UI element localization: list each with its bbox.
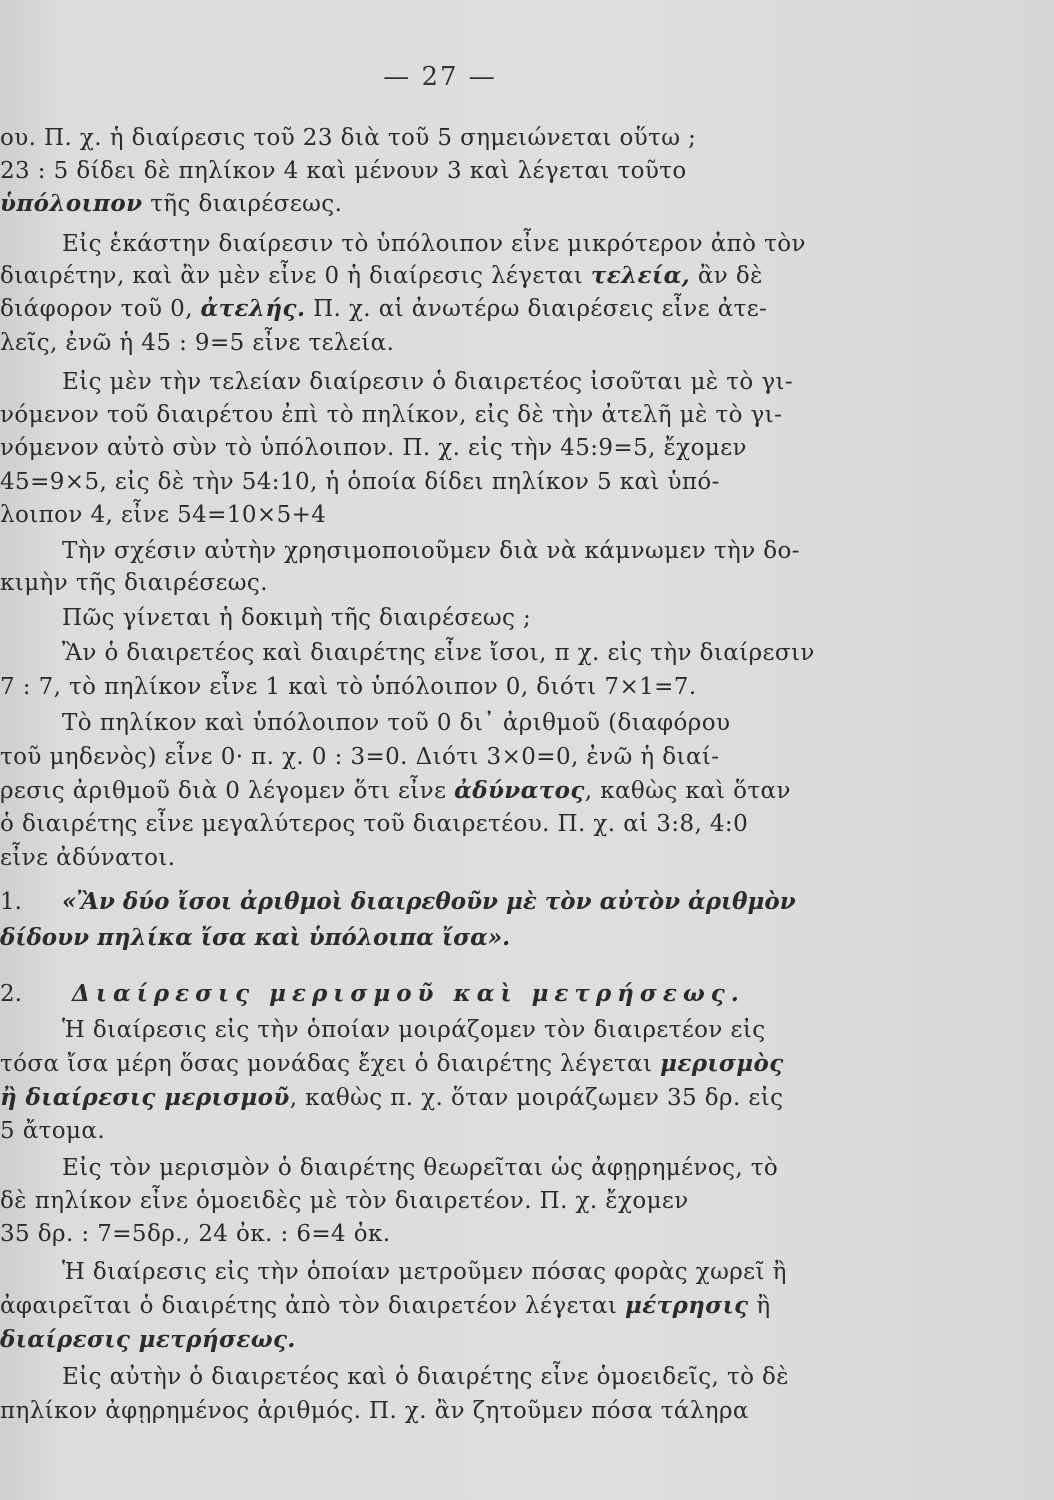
- term-diairesis-metreseos: διαίρεσις μετρήσεως.: [0, 1326, 296, 1353]
- text-line: λεῖς, ἐνῶ ἡ 45 : 9=5 εἶνε τελεία.: [0, 330, 395, 356]
- text-line: [0, 1324, 296, 1356]
- text-line: 5 ἄτομα.: [0, 1118, 106, 1144]
- text-line: Εἰς ἑκάστην διαίρεσιν τὸ ὑπόλοιπον εἶνε μικρότερον ἀπὸ τὸν: [62, 231, 806, 257]
- text-line: διάφορον τοῦ 0, ἀτελής. Π. χ. αἱ ἀνωτέρω διαιρέσεις εἶνε ἀτε-: [0, 295, 768, 322]
- text-line: Ἂν ὁ διαιρετέος καὶ διαιρέτης εἶνε ἴσοι, π χ. εἰς τὴν διαίρεσιν: [62, 640, 815, 666]
- text-line: δὲ πηλίκον εἶνε ὁμοειδὲς μὲ τὸν διαιρετέον. Π. χ. ἔχομεν: [0, 1188, 689, 1214]
- text-line: ου. Π. χ. ἡ διαίρεσις τοῦ 23 διὰ τοῦ 5 σημειώνεται οὕτω ;: [0, 125, 697, 151]
- text-line: νόμενον τοῦ διαιρέτου ἐπὶ τὸ πηλίκον, εἰς δὲ τὴν ἀτελῆ μὲ τὸ γι-: [0, 402, 783, 428]
- text-line: ὁ διαιρέτης εἶνε μεγαλύτερος τοῦ διαιρετέου. Π. χ. αἱ 3:8, 4:0: [0, 811, 749, 837]
- term-merismos: μερισμὸς: [660, 1050, 784, 1077]
- section-number: 2.: [0, 981, 22, 1007]
- text-line: 45=9×5, εἰς δὲ τὴν 54:10, ἡ ὁποία δίδει πηλίκον 5 καὶ ὑπό-: [0, 469, 720, 495]
- text-line: 35 δρ. : 7=5δρ., 24 ὀκ. : 6=4 ὀκ.: [0, 1221, 391, 1247]
- rule-number: 1.: [0, 889, 22, 915]
- text-line: Εἰς μὲν τὴν τελείαν διαίρεσιν ὁ διαιρετέος ἰσοῦται μὲ τὸ γι-: [62, 369, 794, 395]
- text-line: Εἰς τὸν μερισμὸν ὁ διαιρέτης θεωρεῖται ὡς ἀφῃρημένος, τὸ: [62, 1155, 779, 1181]
- question-line: Πῶς γίνεται ἡ δοκιμὴ τῆς διαιρέσεως ;: [62, 605, 532, 631]
- text-line: Ἡ διαίρεσις εἰς τὴν ὁποίαν μετροῦμεν πόσας φορὰς χωρεῖ ἢ: [62, 1259, 787, 1285]
- text-line: Εἰς αὐτὴν ὁ διαιρετέος καὶ ὁ διαιρέτης εἶνε ὁμοειδεῖς, τὸ δὲ: [62, 1364, 790, 1390]
- text-line: τοῦ μηδενὸς) εἶνε 0· π. χ. 0 : 3=0. Διότι 3×0=0, ἐνῶ ἡ διαί-: [0, 744, 720, 770]
- text-line: πηλίκον ἀφῃρημένος ἀριθμός. Π. χ. ἂν ζητοῦμεν πόσα τάληρα: [0, 1398, 749, 1424]
- text-line: Τὴν σχέσιν αὐτὴν χρησιμοποιοῦμεν διὰ νὰ κάμνωμεν τὴν δο-: [62, 538, 800, 564]
- rule-text: δίδουν πηλίκα ἴσα καὶ ὑπόλοιπα ἴσα».: [0, 924, 511, 951]
- text-line: τόσα ἴσα μέρη ὅσας μονάδας ἔχει ὁ διαιρέτης λέγεται μερισμὸς: [0, 1050, 784, 1077]
- text-line: Ἡ διαίρεσις εἰς τὴν ὁποίαν μοιράζομεν τὸν διαιρετέον εἰς: [62, 1017, 766, 1043]
- text-line: κιμὴν τῆς διαιρέσεως.: [0, 570, 268, 596]
- section-heading: Διαίρεσις μερισμοῦ καὶ μετρήσεως.: [72, 980, 745, 1007]
- term-ateles: ἀτελής.: [200, 295, 306, 322]
- text-line: ρεσις ἀριθμοῦ διὰ 0 λέγομεν ὅτι εἶνε ἀδύνατος, καθὼς καὶ ὅταν: [0, 777, 791, 804]
- text-line: νόμενον αὐτὸ σὺν τὸ ὑπόλοιπον. Π. χ. εἰς τὴν 45:9=5, ἔχομεν: [0, 435, 747, 461]
- text-line: εἶνε ἀδύνατοι.: [0, 845, 176, 871]
- term-teleia: τελεία,: [590, 262, 691, 289]
- text-line: ὑπόλοιπον τῆς διαιρέσεως.: [0, 190, 343, 217]
- text-line: ἢ διαίρεσις μερισμοῦ, καθὼς π. χ. ὅταν μοιράζωμεν 35 δρ. εἰς: [0, 1084, 784, 1111]
- term-diairesis-merismou: ἢ διαίρεσις μερισμοῦ: [0, 1084, 290, 1111]
- term-metresis: μέτρησις: [624, 1292, 749, 1319]
- text-line: διαιρέτην, καὶ ἂν μὲν εἶνε 0 ἡ διαίρεσις λέγεται τελεία, ἂν δὲ: [0, 262, 763, 289]
- text-line: λοιπον 4, εἶνε 54=10×5+4: [0, 502, 327, 528]
- text-line: ἀφαιρεῖται ὁ διαιρέτης ἀπὸ τὸν διαιρετέον λέγεται μέτρησις ἢ: [0, 1292, 771, 1319]
- term-ypoloipon: ὑπόλοιπον: [0, 190, 143, 217]
- text-line: 23 : 5 δίδει δὲ πηλίκον 4 καὶ μένουν 3 καὶ λέγεται τοῦτο: [0, 158, 687, 184]
- rule-text: «Ἂν δύο ἴσοι ἀριθμοὶ διαιρεθοῦν μὲ τὸν αὐτὸν ἀριθμὸν: [62, 888, 796, 915]
- text-line: 7 : 7, τὸ πηλίκον εἶνε 1 καὶ τὸ ὑπόλοιπον 0, διότι 7×1=7.: [0, 674, 697, 700]
- page-number: — 27 —: [383, 62, 497, 92]
- term-adynatos: ἀδύνατος: [454, 777, 585, 804]
- text-line: Τὸ πηλίκον καὶ ὑπόλοιπον τοῦ 0 δι᾽ ἀριθμοῦ (διαφόρου: [62, 710, 731, 736]
